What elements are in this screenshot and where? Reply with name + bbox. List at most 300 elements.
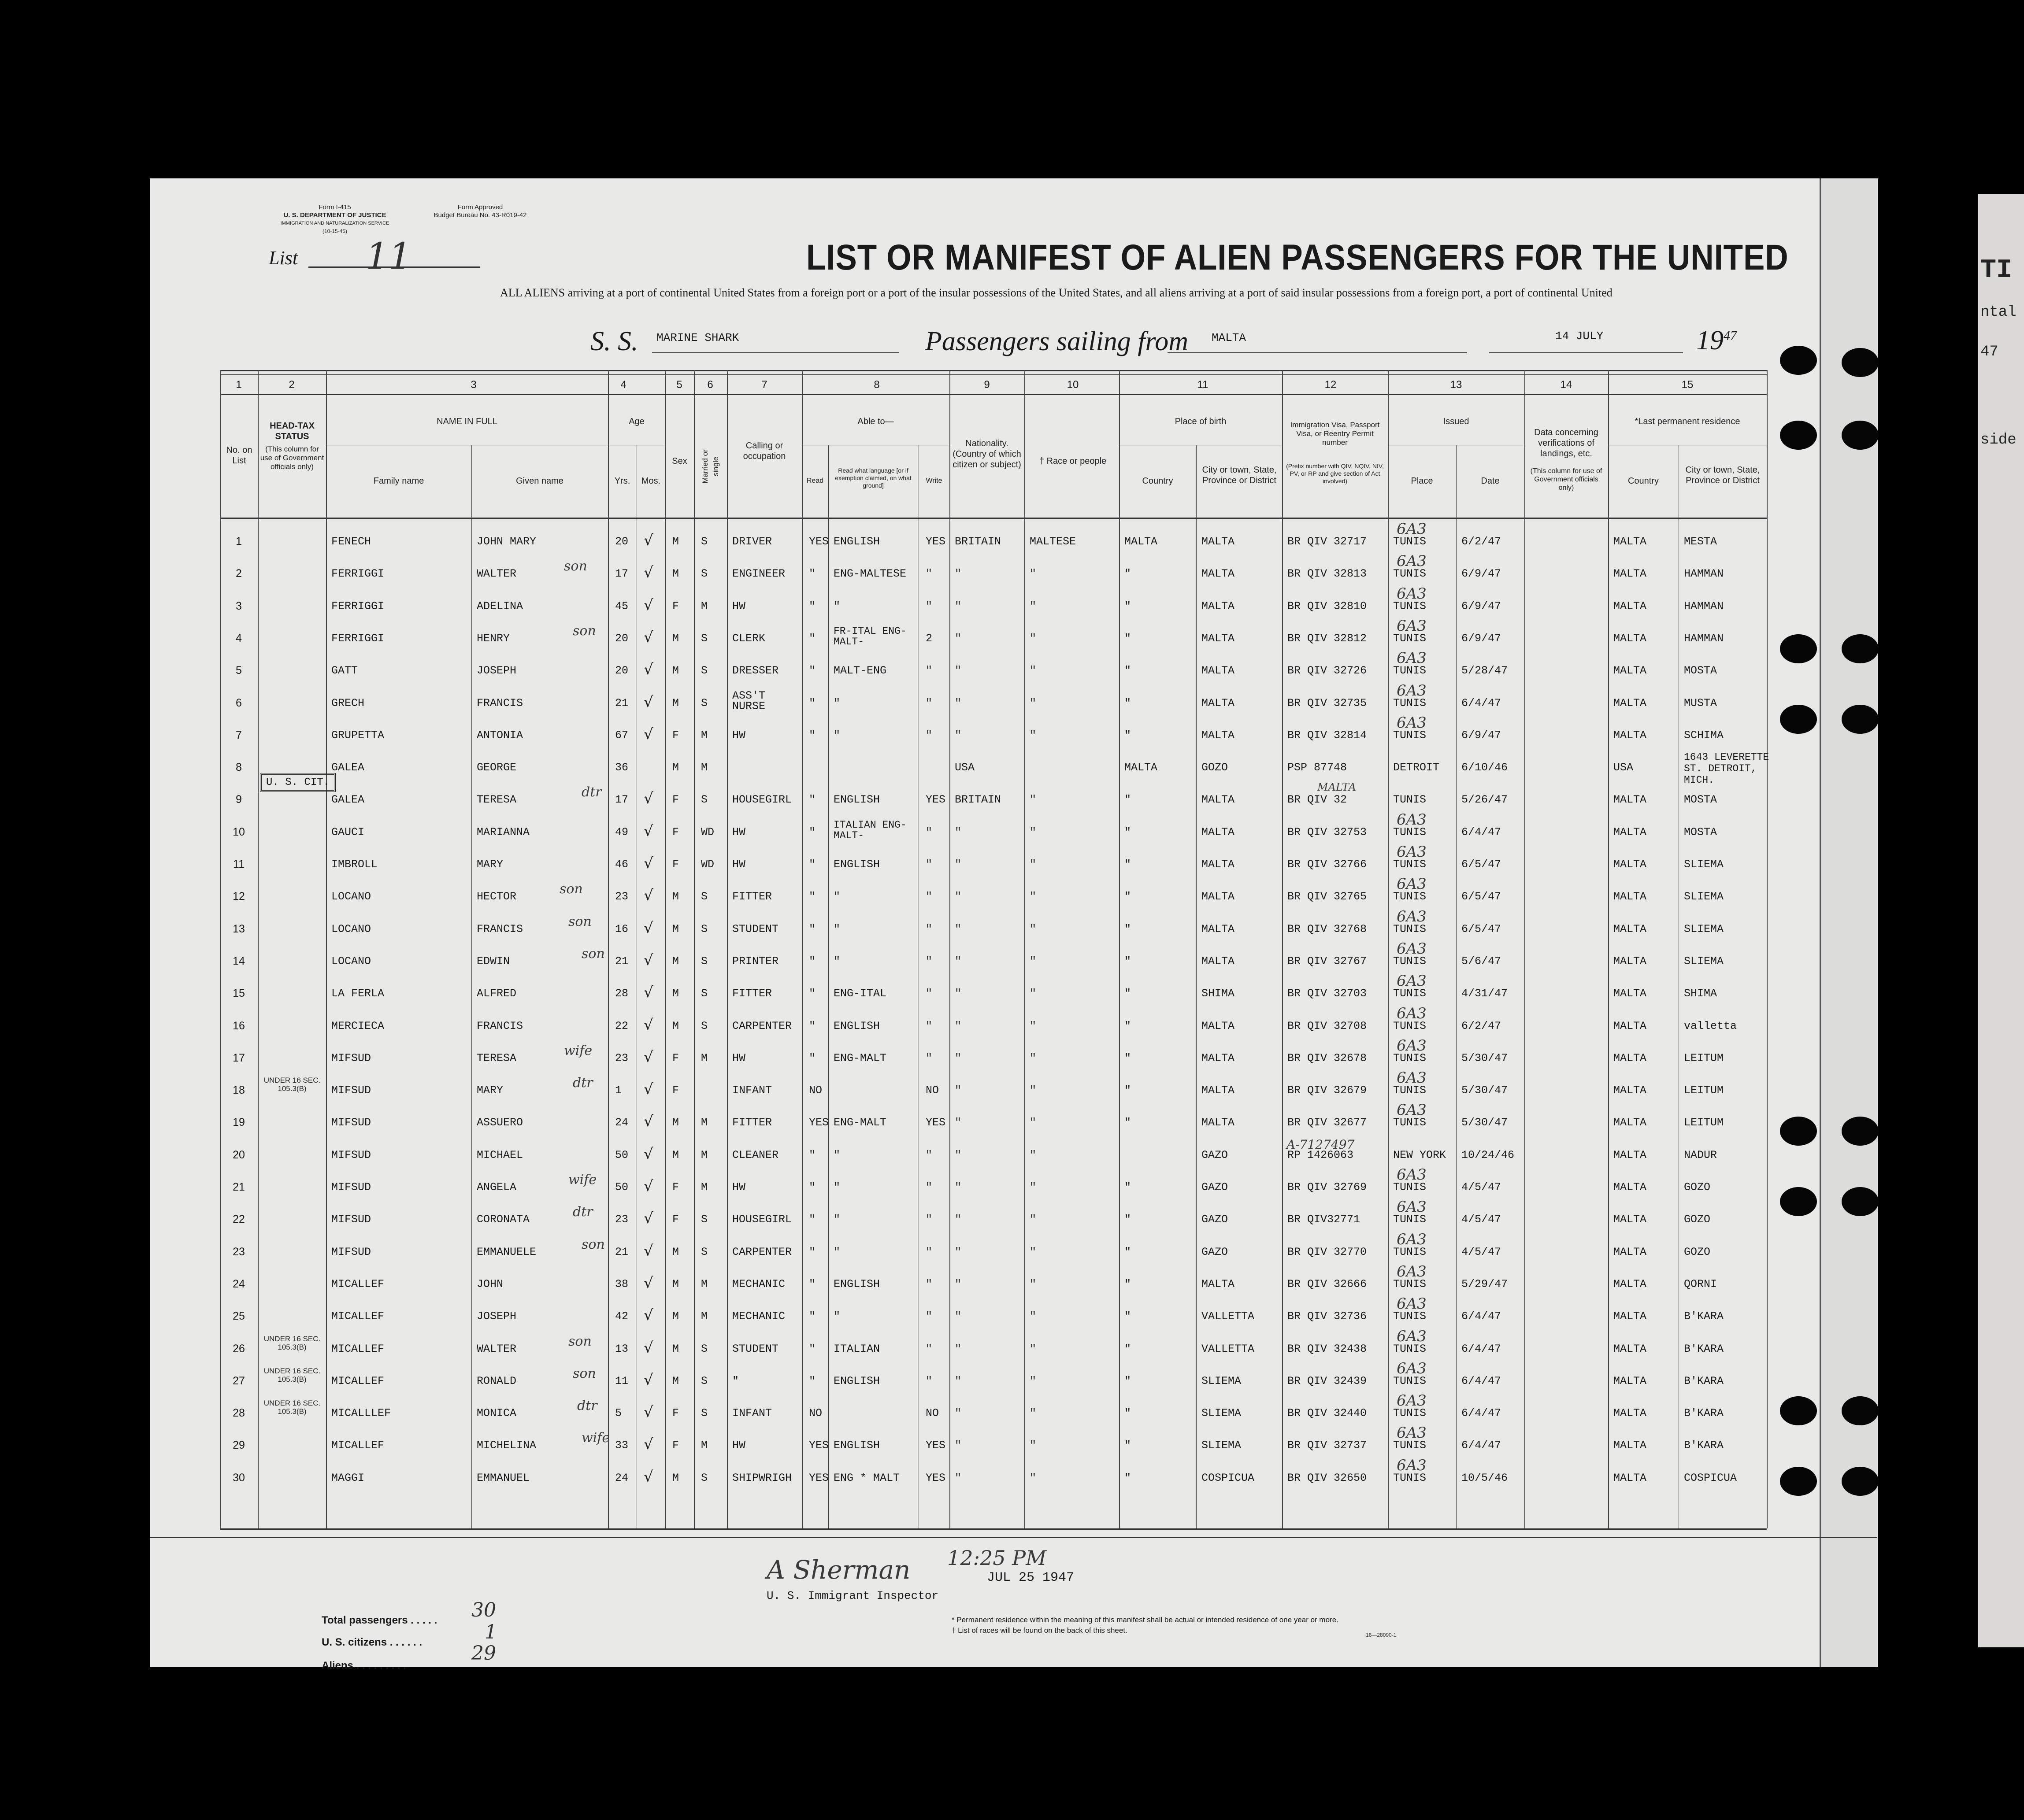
cell-yrs: 45 <box>615 600 629 613</box>
inspector-label: U. S. Immigrant Inspector <box>767 1589 939 1602</box>
cell-sex: M <box>672 955 679 968</box>
cell-bcountry: " <box>1124 697 1131 710</box>
cell-sex: M <box>672 1020 679 1032</box>
relationship-note: son <box>568 1334 592 1349</box>
row-number: 6 <box>236 697 242 709</box>
cell-yrs: 20 <box>615 632 629 645</box>
row-number: 9 <box>236 793 242 806</box>
punch-hole <box>1780 1187 1817 1216</box>
cell-given: GEORGE <box>477 761 517 774</box>
cell-bcity: MALTA <box>1201 1116 1235 1129</box>
cell-yrs: 50 <box>615 1149 629 1162</box>
cell-given: TERESA <box>477 1052 517 1065</box>
relationship-note: son <box>568 914 592 929</box>
cell-nat: " <box>955 729 962 742</box>
column-rule <box>1767 370 1768 1528</box>
cell-family: MIFSUD <box>331 1246 371 1258</box>
cell-family: FERRIGGI <box>331 632 385 645</box>
cell-bcity: MALTA <box>1201 729 1235 742</box>
cell-race: " <box>1030 987 1037 1000</box>
cell-nat: BRITAIN <box>955 535 1001 548</box>
cell-sex: M <box>672 1310 679 1323</box>
column-number: 15 <box>1681 379 1694 391</box>
cell-idate: 6/4/47 <box>1461 1310 1501 1323</box>
cell-visa: BR QIV 32679 <box>1287 1084 1367 1097</box>
relationship-note: son <box>582 946 605 962</box>
column-rule <box>949 370 950 1528</box>
header-birth-city: City or town, State, Province or District <box>1202 465 1277 485</box>
column-rule <box>1282 370 1283 1528</box>
cell-iplace: TUNIS <box>1393 1020 1427 1032</box>
visa-class-note: 6A3 <box>1397 682 1427 699</box>
cell-race: " <box>1030 890 1037 903</box>
cell-nat: " <box>955 858 962 871</box>
cell-occ: HW <box>732 729 746 742</box>
cell-given: ANTONIA <box>477 729 523 742</box>
cell-mos: √ <box>644 1080 653 1098</box>
cell-mos: √ <box>644 1210 653 1227</box>
cell-rcity: COSPICUA <box>1684 1472 1737 1484</box>
cell-given: MARIANNA <box>477 826 530 839</box>
cell-mos: √ <box>644 1371 653 1389</box>
cell-bcity: GAZO <box>1201 1213 1228 1226</box>
header-verifications: Data concerning verifications of landings, etc. <box>1534 428 1598 459</box>
cell-yrs: 46 <box>615 858 629 871</box>
row-number: 2 <box>236 567 242 580</box>
column-number: 7 <box>761 379 767 391</box>
cell-mos: √ <box>644 1016 653 1034</box>
cell-bcountry: " <box>1124 1052 1131 1065</box>
cell-iplace: TUNIS <box>1393 1407 1427 1420</box>
cell-bcity: GAZO <box>1201 1246 1228 1258</box>
visa-class-note: 6A3 <box>1397 649 1427 667</box>
cell-sex: M <box>672 761 679 774</box>
adjacent-page-edge <box>1978 194 2024 1647</box>
cell-idate: 6/2/47 <box>1461 1020 1501 1032</box>
cell-occ: CLEANER <box>732 1149 779 1162</box>
cell-lang: " <box>834 890 841 903</box>
cell-visa: BR QIV 32717 <box>1287 535 1367 548</box>
column-number: 11 <box>1197 379 1208 391</box>
cell-ms: M <box>701 1310 708 1323</box>
cell-family: GALEA <box>331 793 365 806</box>
cell-rcity: SLIEMA <box>1684 923 1724 936</box>
cell-occ: HW <box>732 600 746 613</box>
cell-rcity: MOSTA <box>1684 793 1717 806</box>
cell-rcountry: MALTA <box>1613 1213 1647 1226</box>
cell-bcity: MALTA <box>1201 1020 1235 1032</box>
cell-nat: BRITAIN <box>955 793 1001 806</box>
cell-idate: 6/9/47 <box>1461 729 1501 742</box>
visa-class-note: 6A3 <box>1397 1198 1427 1216</box>
cell-lang: " <box>834 697 841 710</box>
column-number: 3 <box>471 379 477 391</box>
cell-idate: 4/31/47 <box>1461 987 1508 1000</box>
cell-bcountry: " <box>1124 1181 1131 1194</box>
cell-rcity: SLIEMA <box>1684 890 1724 903</box>
header-mos: Mos. <box>641 476 661 486</box>
budget-number: Budget Bureau No. 43-R019-42 <box>434 211 527 219</box>
cell-bcity: MALTA <box>1201 1084 1235 1097</box>
visa-class-note: 6A3 <box>1397 1328 1427 1345</box>
cell-given: HECTOR <box>477 890 517 903</box>
column-rule <box>727 370 728 1528</box>
footnote-residence: * Permanent residence within the meaning of this manifest shall be actual or intended residence of one year or more. <box>952 1616 1338 1624</box>
cell-idate: 6/4/47 <box>1461 826 1501 839</box>
column-rule <box>326 370 327 1528</box>
cell-yrs: 42 <box>615 1310 629 1323</box>
cell-given: TERESA <box>477 793 517 806</box>
page-title: LIST OR MANIFEST OF ALIEN PASSENGERS FOR THE UNITED <box>806 237 1789 277</box>
relationship-note: dtr <box>577 1398 597 1413</box>
subcolumn-rule <box>471 445 472 1528</box>
visa-class-note: 6A3 <box>1397 972 1427 990</box>
cell-lang: ENGLISH <box>834 1278 880 1291</box>
signature-time: 12:25 PM <box>947 1546 1047 1570</box>
relationship-note: wife <box>564 1043 593 1058</box>
cell-rcountry: MALTA <box>1613 1278 1647 1291</box>
cell-iplace: TUNIS <box>1393 1375 1427 1387</box>
row-number: 5 <box>236 664 242 677</box>
column-number: 14 <box>1560 379 1572 391</box>
column-number: 6 <box>707 379 713 391</box>
cell-iplace: TUNIS <box>1393 1116 1427 1129</box>
cell-ms: S <box>701 567 708 580</box>
cell-bcity: VALLETTA <box>1201 1310 1255 1323</box>
cell-bcountry: " <box>1124 923 1131 936</box>
cell-yrs: 36 <box>615 761 629 774</box>
total-passengers-value: 30 <box>471 1599 496 1621</box>
cell-rcountry: USA <box>1613 761 1634 774</box>
cell-rcountry: MALTA <box>1613 1149 1647 1162</box>
cell-family: MICALLEF <box>331 1278 385 1291</box>
cell-rcity: SLIEMA <box>1684 858 1724 871</box>
cell-nat: " <box>955 1407 962 1420</box>
cell-sex: M <box>672 535 679 548</box>
header-issued-place: Place <box>1411 476 1433 486</box>
cell-bcity: MALTA <box>1201 697 1235 710</box>
cell-read: NO <box>809 1407 823 1420</box>
cell-yrs: 49 <box>615 826 629 839</box>
cell-race: " <box>1030 1343 1037 1355</box>
cell-occ: HOUSEGIRL <box>732 793 792 806</box>
cell-idate: 6/2/47 <box>1461 535 1501 548</box>
cell-iplace: TUNIS <box>1393 1213 1427 1226</box>
cell-bcity: MALTA <box>1201 890 1235 903</box>
visa-class-note: 6A3 <box>1397 1263 1427 1280</box>
cell-given: EMMANUEL <box>477 1472 530 1484</box>
cell-write: YES <box>926 793 946 806</box>
punch-hole <box>1842 1187 1879 1216</box>
visa-class-note: 6A3 <box>1397 1392 1427 1409</box>
cell-nat: " <box>955 1213 962 1226</box>
cell-ms: S <box>701 664 708 677</box>
cell-occ: CARPENTER <box>732 1246 792 1258</box>
cell-occ: HW <box>732 1181 746 1194</box>
cell-idate: 6/4/47 <box>1461 1375 1501 1387</box>
row-number: 23 <box>233 1246 245 1258</box>
cell-rcountry: MALTA <box>1613 955 1647 968</box>
relationship-note: dtr <box>573 1204 593 1220</box>
cell-ms: S <box>701 890 708 903</box>
cell-visa: BR QIV 32770 <box>1287 1246 1367 1258</box>
cell-bcity: MALTA <box>1201 664 1235 677</box>
edge-text-47: 47 <box>1980 344 1998 360</box>
cell-given: MICHELINA <box>477 1439 537 1452</box>
cell-family: MIFSUD <box>331 1116 371 1129</box>
cell-bcountry: " <box>1124 1278 1131 1291</box>
cell-bcity: MALTA <box>1201 535 1235 548</box>
cell-write: " <box>926 697 933 710</box>
cell-rcity: B'KARA <box>1684 1439 1724 1452</box>
visa-class-note: 6A3 <box>1397 811 1427 829</box>
cell-occ: FITTER <box>732 1116 772 1129</box>
cell-bcountry: " <box>1124 1084 1131 1097</box>
cell-visa: BR QIV 32810 <box>1287 600 1367 613</box>
cell-bcity: MALTA <box>1201 955 1235 968</box>
column-rule <box>1524 370 1525 1528</box>
header-family-name: Family name <box>373 476 424 486</box>
row-number: 19 <box>233 1116 245 1128</box>
page-subtitle: ALL ALIENS arriving at a port of continental United States from a foreign port or a port of the insular possessions of the United States, and all aliens arriving at a port of said insular possessions from a foreign port, a port of continental United <box>500 286 1613 299</box>
cell-visa: BR QIV 32438 <box>1287 1343 1367 1355</box>
cell-sex: F <box>672 1084 679 1097</box>
cell-yrs: 24 <box>615 1472 629 1484</box>
subcolumn-rule <box>828 445 829 1528</box>
cell-read: " <box>809 1278 816 1291</box>
cell-iplace: TUNIS <box>1393 955 1427 968</box>
cell-sex: F <box>672 826 679 839</box>
list-label: List <box>269 247 298 269</box>
header-read-what: Read what language [or if exemption claimed, on what ground] <box>835 467 912 489</box>
column-number: 8 <box>874 379 880 391</box>
cell-race: MALTESE <box>1030 535 1076 548</box>
cell-mos: √ <box>644 951 653 969</box>
cell-rcountry: MALTA <box>1613 1375 1647 1387</box>
cell-nat: " <box>955 567 962 580</box>
inspector-signature: A Sherman <box>767 1555 911 1585</box>
cell-race: " <box>1030 632 1037 645</box>
cell-lang: ITALIAN <box>834 1343 880 1355</box>
row-number: 12 <box>233 890 245 903</box>
cell-race: " <box>1030 1278 1037 1291</box>
cell-race: " <box>1030 1084 1037 1097</box>
cell-rcountry: MALTA <box>1613 1407 1647 1420</box>
cell-rcountry: MALTA <box>1613 729 1647 742</box>
cell-rcountry: MALTA <box>1613 1310 1647 1323</box>
cell-mos: √ <box>644 693 653 711</box>
cell-yrs: 21 <box>615 697 629 710</box>
cell-given: MONICA <box>477 1407 517 1420</box>
cell-write: " <box>926 1278 933 1291</box>
cell-race: " <box>1030 793 1037 806</box>
cell-lang: ENG-MALTESE <box>834 567 907 580</box>
cell-sex: F <box>672 1181 679 1194</box>
header-name-in-full: NAME IN FULL <box>437 417 497 426</box>
cell-rcity: MOSTA <box>1684 664 1717 677</box>
cell-mos: √ <box>644 1306 653 1324</box>
cell-iplace: TUNIS <box>1393 1246 1427 1258</box>
cell-iplace: TUNIS <box>1393 923 1427 936</box>
cell-bcountry: " <box>1124 1020 1131 1032</box>
cell-write: " <box>926 923 933 936</box>
cell-given: JOSEPH <box>477 1310 517 1323</box>
cell-rcountry: MALTA <box>1613 793 1647 806</box>
cell-iplace: TUNIS <box>1393 890 1427 903</box>
cell-sex: F <box>672 1439 679 1452</box>
year <box>1696 325 1737 356</box>
row-number: 7 <box>236 729 242 741</box>
inspection-date-stamp: JUL 25 1947 <box>987 1570 1075 1585</box>
cell-lang: " <box>834 923 841 936</box>
punch-hole <box>1842 348 1879 377</box>
cell-lang: " <box>834 600 841 613</box>
cell-visa: BR QIV 32812 <box>1287 632 1367 645</box>
cell-occ: FITTER <box>732 890 772 903</box>
punch-hole <box>1842 634 1879 663</box>
cell-iplace: TUNIS <box>1393 1181 1427 1194</box>
cell-lang: " <box>834 729 841 742</box>
cell-family: MIFSUD <box>331 1052 371 1065</box>
cell-race: " <box>1030 1213 1037 1226</box>
cell-idate: 6/5/47 <box>1461 890 1501 903</box>
cell-iplace: TUNIS <box>1393 1439 1427 1452</box>
column-rule <box>802 370 803 1528</box>
cell-lang: " <box>834 1246 841 1258</box>
cell-read: " <box>809 632 816 645</box>
row-number: 28 <box>233 1407 245 1419</box>
row-number: 22 <box>233 1213 245 1225</box>
cell-ms: M <box>701 729 708 742</box>
us-citizen-stamp: U. S. CIT. <box>260 773 336 792</box>
cell-rcountry: MALTA <box>1613 567 1647 580</box>
visa-class-note: 6A3 <box>1397 714 1427 732</box>
cell-rcity: LEITUM <box>1684 1084 1724 1097</box>
cell-occ: MECHANIC <box>732 1278 786 1291</box>
cell-idate: 6/9/47 <box>1461 600 1501 613</box>
cell-read: " <box>809 1343 816 1355</box>
cell-family: IMBROLL <box>331 858 378 871</box>
cell-bcountry: MALTA <box>1124 761 1158 774</box>
punch-hole <box>1780 634 1817 663</box>
visa-class-note: 6A3 <box>1397 585 1427 603</box>
cell-write: " <box>926 1343 933 1355</box>
relationship-note: wife <box>568 1172 597 1187</box>
row-number: 21 <box>233 1181 245 1193</box>
column-number-rule <box>220 394 1767 395</box>
row-number: 24 <box>233 1278 245 1290</box>
header-head-tax: HEAD-TAX STATUS <box>270 421 315 441</box>
cell-read: " <box>809 1213 816 1226</box>
cell-idate: 10/24/46 <box>1461 1149 1515 1162</box>
cell-visa: BR QIV 32769 <box>1287 1181 1367 1194</box>
cell-race: " <box>1030 1310 1037 1323</box>
cell-rcountry: MALTA <box>1613 697 1647 710</box>
cell-mos: √ <box>644 790 653 807</box>
cell-bcity: MALTA <box>1201 1278 1235 1291</box>
cell-write: " <box>926 1181 933 1194</box>
cell-race: " <box>1030 1407 1037 1420</box>
cell-bcountry: " <box>1124 1407 1131 1420</box>
cell-race: " <box>1030 923 1037 936</box>
cell-idate: 5/26/47 <box>1461 793 1508 806</box>
cell-mos: √ <box>644 564 653 581</box>
cell-mos: √ <box>644 822 653 840</box>
cell-lang: ENG-MALT <box>834 1052 887 1065</box>
cell-given: WALTER <box>477 567 517 580</box>
row-number: 4 <box>236 632 242 644</box>
cell-write: NO <box>926 1407 939 1420</box>
cell-nat: " <box>955 632 962 645</box>
edge-text-side: side <box>1980 432 2017 448</box>
visa-class-note: 6A3 <box>1397 1424 1427 1442</box>
cell-race: " <box>1030 955 1037 968</box>
cell-sex: M <box>672 567 679 580</box>
cell-bcountry: " <box>1124 600 1131 613</box>
cell-rcountry: MALTA <box>1613 890 1647 903</box>
cell-rcountry: MALTA <box>1613 1343 1647 1355</box>
visa-class-note: 6A3 <box>1397 552 1427 570</box>
cell-write: YES <box>926 1439 946 1452</box>
cell-rcountry: MALTA <box>1613 826 1647 839</box>
cell-idate: 10/5/46 <box>1461 1472 1508 1484</box>
cell-ms: S <box>701 1213 708 1226</box>
header-nationality: Nationality. (Country of which citizen or subject) <box>953 439 1021 470</box>
cell-mos: √ <box>644 725 653 743</box>
cell-bcountry: " <box>1124 826 1131 839</box>
cell-mos: √ <box>644 1274 653 1292</box>
cell-bcountry: " <box>1124 1472 1131 1484</box>
malta-note: MALTA <box>1317 781 1356 793</box>
cell-sex: F <box>672 858 679 871</box>
cell-ms: S <box>701 1246 708 1258</box>
cell-read: YES <box>809 1116 829 1129</box>
cell-occ: HW <box>732 858 746 871</box>
cell-read: " <box>809 793 816 806</box>
column-number: 10 <box>1067 379 1079 391</box>
cell-visa: BR QIV 32440 <box>1287 1407 1367 1420</box>
cell-bcountry: " <box>1124 632 1131 645</box>
cell-nat: " <box>955 1375 962 1387</box>
cell-yrs: 5 <box>615 1407 622 1420</box>
cell-ms: M <box>701 761 708 774</box>
cell-sex: M <box>672 1278 679 1291</box>
cell-nat: " <box>955 1149 962 1162</box>
row-number: 17 <box>233 1052 245 1064</box>
cell-bcountry: " <box>1124 793 1131 806</box>
cell-yrs: 33 <box>615 1439 629 1452</box>
cell-rcity: SHIMA <box>1684 987 1717 1000</box>
visa-class-note: 6A3 <box>1397 1005 1427 1022</box>
cell-ms: M <box>701 1439 708 1452</box>
page-gutter <box>1820 178 1878 1667</box>
row-number: 29 <box>233 1439 245 1451</box>
cell-nat: " <box>955 890 962 903</box>
cell-occ: DRESSER <box>732 664 779 677</box>
cell-write: YES <box>926 1472 946 1484</box>
header-sex: Sex <box>672 456 687 466</box>
cell-family: GRECH <box>331 697 365 710</box>
header-issued: Issued <box>1443 417 1469 426</box>
cell-iplace: TUNIS <box>1393 1472 1427 1484</box>
cell-rcity: LEITUM <box>1684 1116 1724 1129</box>
cell-nat: " <box>955 1020 962 1032</box>
cell-given: MICHAEL <box>477 1149 523 1162</box>
cell-visa: BR QIV 32737 <box>1287 1439 1367 1452</box>
cell-nat: " <box>955 923 962 936</box>
cell-sex: F <box>672 729 679 742</box>
cell-idate: 4/5/47 <box>1461 1213 1501 1226</box>
